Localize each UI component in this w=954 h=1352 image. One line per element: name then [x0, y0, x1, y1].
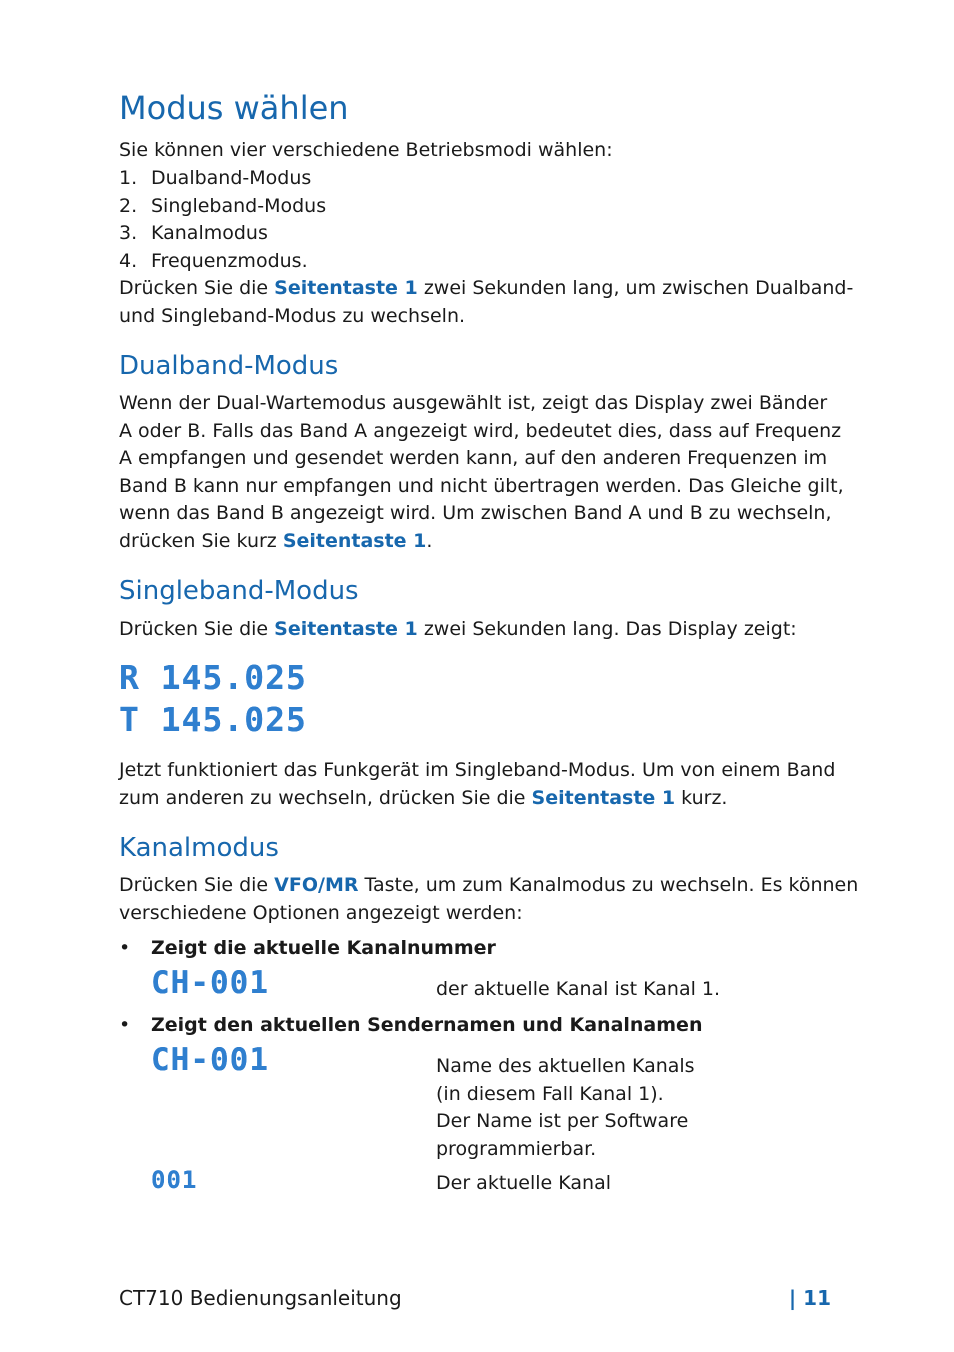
list-item: 4. Frequenzmodus.	[119, 249, 308, 272]
display-channel-name: CH-001	[151, 1042, 269, 1078]
footer-page-number: | 11	[788, 1286, 831, 1310]
bullet-dot: •	[119, 937, 131, 959]
key-seitentaste-1: Seitentaste 1	[531, 786, 676, 809]
display-transmit-frequency: T 145.025	[119, 700, 307, 739]
display-receive-frequency: R 145.025	[119, 658, 307, 697]
singleband-paragraph: Drücken Sie die Seitentaste 1 zwei Sekunden lang. Das Display zeigt:	[119, 618, 797, 640]
list-item: 2. Singleband-Modus	[119, 194, 327, 217]
display-current-channel: 001	[151, 1166, 198, 1194]
bullet-dot: •	[119, 1014, 131, 1036]
kanal-paragraph: Drücken Sie die VFO/MR Taste, um zum Kanalmodus zu wechseln. Es können verschiedene Optionen angezeigt werden:	[119, 874, 859, 924]
key-vfo-mr: VFO/MR	[274, 874, 359, 896]
heading-kanalmodus: Kanalmodus	[119, 833, 279, 863]
desc-current-channel: Der aktuelle Kanal	[436, 1172, 612, 1194]
desc-channel-name: Name des aktuellen Kanals (in diesem Fall Kanal 1). Der Name ist per Software programmierbar.	[436, 1055, 695, 1160]
footer-manual-title: CT710 Bedienungsanleitung	[119, 1286, 402, 1310]
switch-paragraph: Drücken Sie die Seitentaste 1 zwei Sekunden lang, um zwischen Dualband- und Singleband-Modus zu wechseln.	[119, 277, 854, 327]
mode-list	[119, 165, 326, 275]
singleband-after-paragraph: Jetzt funktioniert das Funkgerät im Singleband-Modus. Um von einem Band zum anderen zu wechseln, drücken Sie die Seitentaste 1 kurz.	[119, 759, 836, 809]
page-title: Modus wählen	[119, 89, 349, 127]
list-item: 1. Dualband-Modus	[119, 167, 312, 189]
heading-dualband: Dualband-Modus	[119, 351, 339, 381]
dualband-paragraph: Wenn der Dual-Wartemodus ausgewählt ist, zeigt das Display zwei Bänder A oder B. Falls das Band A angezeigt wird, bedeutet dies, dass auf Frequenz A empfangen und gesendet werden kann, auf den anderen Frequenzen im Band B kann nur empfangen und nicht übertragen werden. Das Gleiche gilt, wenn das Band B angezeigt wird. Um zwischen Band A und B zu wechseln, drücken Sie kurz Seitentaste 1.	[119, 392, 844, 552]
display-channel-1: CH-001	[151, 965, 269, 1001]
key-seitentaste-1: Seitentaste 1	[274, 277, 418, 299]
key-seitentaste-1: Seitentaste 1	[282, 529, 427, 552]
key-seitentaste-1: Seitentaste 1	[274, 618, 418, 640]
list-item: 3. Kanalmodus	[119, 222, 268, 244]
intro-text: Sie können vier verschiedene Betriebsmodi wählen:	[119, 139, 613, 161]
heading-singleband: Singleband-Modus	[119, 576, 359, 606]
desc-channel-1: der aktuelle Kanal ist Kanal 1.	[436, 978, 721, 1000]
